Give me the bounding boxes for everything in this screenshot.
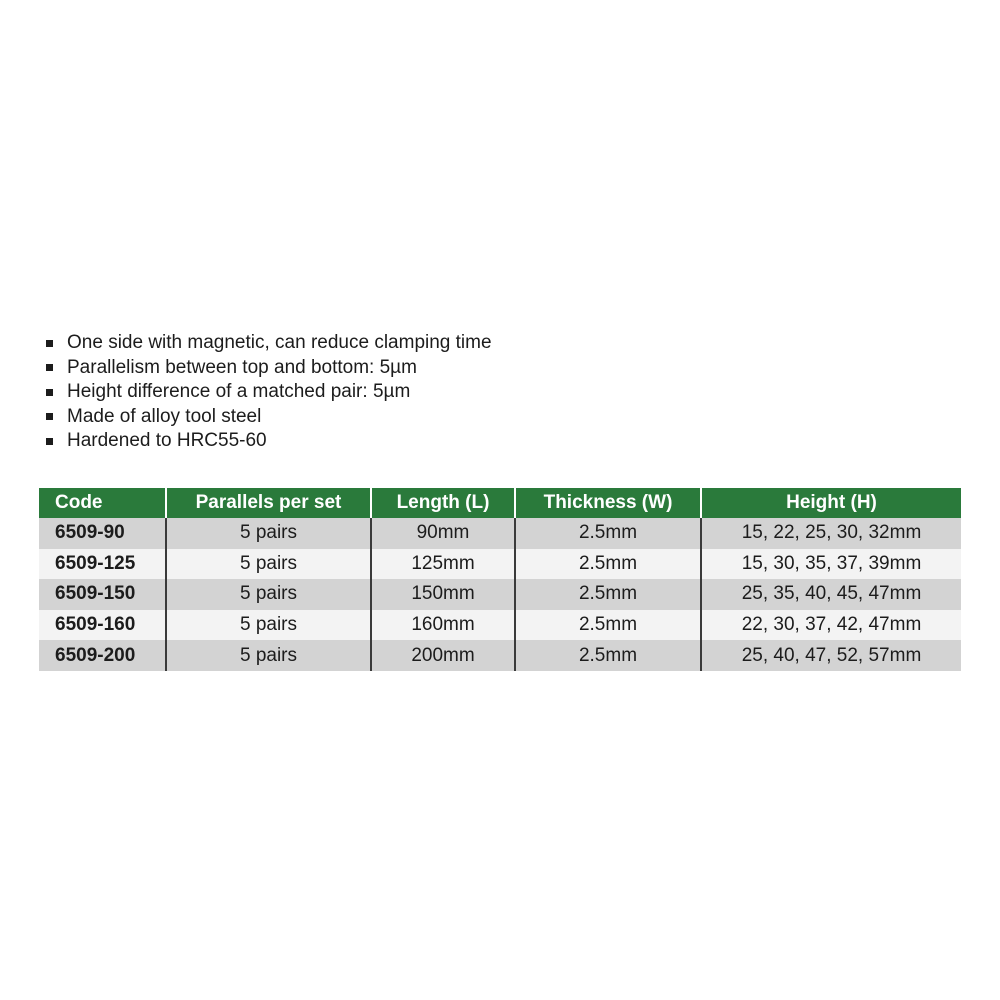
header-code: Code	[39, 488, 166, 518]
cell-code: 6509-150	[39, 579, 166, 610]
header-thickness: Thickness (W)	[515, 488, 701, 518]
feature-text: Made of alloy tool steel	[67, 405, 262, 427]
square-bullet-icon	[46, 413, 53, 420]
header-height: Height (H)	[701, 488, 961, 518]
cell-length: 90mm	[371, 518, 515, 549]
table-row	[39, 579, 961, 610]
feature-item	[46, 380, 492, 405]
cell-height: 15, 30, 35, 37, 39mm	[701, 549, 961, 580]
feature-text: One side with magnetic, can reduce clamping time	[67, 332, 492, 354]
cell-parallels: 5 pairs	[166, 610, 371, 641]
cell-parallels: 5 pairs	[166, 518, 371, 549]
square-bullet-icon	[46, 389, 53, 396]
feature-item	[46, 356, 492, 381]
cell-thickness: 2.5mm	[515, 610, 701, 641]
cell-height: 25, 35, 40, 45, 47mm	[701, 579, 961, 610]
cell-length: 150mm	[371, 579, 515, 610]
feature-text: Height difference of a matched pair: 5µm	[67, 381, 411, 403]
feature-item	[46, 429, 492, 454]
cell-length: 200mm	[371, 640, 515, 671]
header-row	[39, 488, 961, 518]
cell-thickness: 2.5mm	[515, 518, 701, 549]
cell-thickness: 2.5mm	[515, 549, 701, 580]
feature-item	[46, 405, 492, 430]
spec-table	[39, 488, 961, 671]
cell-code: 6509-90	[39, 518, 166, 549]
table-row	[39, 610, 961, 641]
cell-length: 125mm	[371, 549, 515, 580]
cell-code: 6509-160	[39, 610, 166, 641]
table-row	[39, 518, 961, 549]
cell-parallels: 5 pairs	[166, 579, 371, 610]
cell-parallels: 5 pairs	[166, 640, 371, 671]
feature-list	[46, 331, 492, 454]
feature-item	[46, 331, 492, 356]
feature-text: Parallelism between top and bottom: 5µm	[67, 356, 417, 378]
cell-length: 160mm	[371, 610, 515, 641]
cell-height: 15, 22, 25, 30, 32mm	[701, 518, 961, 549]
header-parallels: Parallels per set	[166, 488, 371, 518]
header-length: Length (L)	[371, 488, 515, 518]
cell-height: 22, 30, 37, 42, 47mm	[701, 610, 961, 641]
square-bullet-icon	[46, 340, 53, 347]
square-bullet-icon	[46, 364, 53, 371]
cell-height: 25, 40, 47, 52, 57mm	[701, 640, 961, 671]
table-header	[39, 488, 961, 518]
square-bullet-icon	[46, 438, 53, 445]
table-row	[39, 640, 961, 671]
cell-thickness: 2.5mm	[515, 640, 701, 671]
cell-code: 6509-200	[39, 640, 166, 671]
cell-parallels: 5 pairs	[166, 549, 371, 580]
cell-code: 6509-125	[39, 549, 166, 580]
table-row	[39, 549, 961, 580]
cell-thickness: 2.5mm	[515, 579, 701, 610]
feature-text: Hardened to HRC55-60	[67, 430, 267, 452]
table-body	[39, 518, 961, 671]
